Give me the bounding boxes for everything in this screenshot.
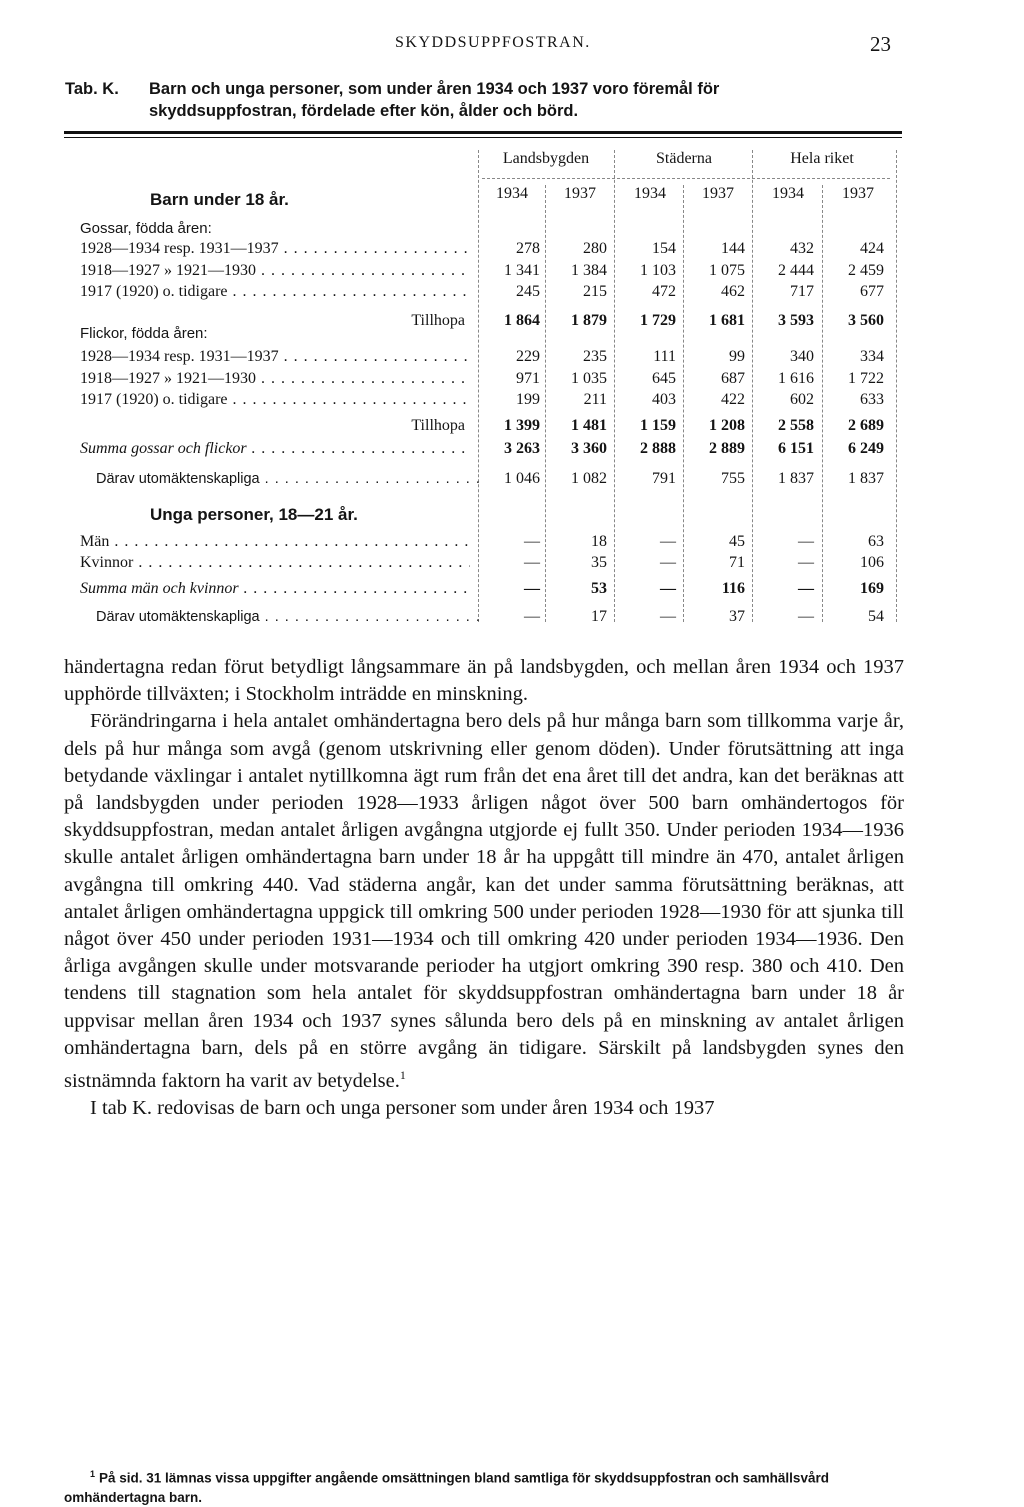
table-cell: 340 [790,348,814,365]
table-row [0,532,1024,554]
table-cell: — [660,554,676,571]
table-cell: 3 560 [848,312,884,329]
girls-group-label: Flickor, födda åren: [80,325,208,342]
table-cell: — [524,533,540,550]
table-cell: 755 [721,470,745,487]
footnote-ref: 1 [399,1068,406,1083]
table-cell: 1 208 [709,417,745,434]
year-header: 1937 [842,185,874,202]
table-top-rule-thin [64,137,902,138]
table-cell: 17 [591,608,607,625]
running-title: SKYDDSUPPFOSTRAN. [395,34,591,51]
table-title-line1: Barn och unga personer, som under åren 1934 och 1937 voro föremål för [149,80,720,98]
table-cell: 1 879 [571,312,607,329]
table-id: Tab. K. [65,80,119,98]
table-cell: 111 [653,348,676,365]
table-cell: 334 [860,348,884,365]
paragraph: I tab K. redovisas de barn och unga personer som under åren 1934 och 1937 [90,1097,715,1120]
table-cell: 1 837 [778,470,814,487]
table-cell: 1 481 [571,417,607,434]
table-cell: 245 [516,283,540,300]
table-cell: 602 [790,391,814,408]
table-cell: 1 341 [504,262,540,279]
section-youth-heading: Unga personer, 18—21 år. [150,505,358,524]
row-label: Kvinnor . . . [80,553,470,573]
table-cell: 54 [868,608,884,625]
section-children-heading: Barn under 18 år. [150,190,289,209]
col-group-landsbygden: Landsbygden [502,150,590,167]
table-cell: — [660,533,676,550]
table-cell: 71 [729,554,745,571]
table-cell: 3 263 [504,440,540,457]
table-cell: 791 [652,470,676,487]
table-cell: 99 [729,348,745,365]
table-row [0,579,1024,601]
table-cell: 1 864 [504,312,540,329]
table-row [0,282,1024,304]
row-label: 1918—1927 » 1921—1930 . . . [80,261,470,281]
table-cell: 215 [583,283,607,300]
table-cell: 2 459 [848,262,884,279]
table-row [0,390,1024,412]
row-label: Summa män och kvinnor . . . [80,579,470,599]
table-cell: 106 [860,554,884,571]
table-cell: 403 [652,391,676,408]
table-cell: 1 384 [571,262,607,279]
table-cell: 1 616 [778,370,814,387]
table-cell: 424 [860,240,884,257]
row-label: Män . . . [80,532,470,552]
paragraph-text: Förändringarna i hela antalet omhändertagna bero dels på hur många barn som tillkomma varje år, dels på hur många som avgå (genom utskrivning eller genom döden). Under förutsättning att inga betydande växlingar i antalet nytillkomna ägt rum från det ena året till det andra, kan det beräknas att på landsbygden under perioden 1928—1933 årligen något över 500 barn omhändertogos för skyddsuppfostran, medan antalet årligen avgångna utgjorde ej fullt 350. Under perioden 1934—1936 skulle antalet årligen omhändertagna barn under 18 år ha uppgått till mindre än 470, antalet årligen avgångna till omkring 440. Vad städerna angår, kan det under samma förutsättning beräknas, att antalet årligen omhändertagna uppgick till omkring 500 under perioden 1928—1930 för att sjunka till något över 450 under perioden 1931—1934 och till omkring 420 under perioden 1934—1936. Den årliga avgången skulle under motsvarande perioder ha utgjort omkring 390 resp. 380 och 410. Den tendens till stagnation som hela antalet för skyddsuppfostran omhändertagna barn under 18 år uppvisar mellan åren 1934 och 1937 synes sålunda bero dels på en minskning av antalet årligen omhändertagna barn, dels på en större avgång än tidigare. Särskilt på landsbygden synes den sistnämnda faktorn ha varit av betydelse. [64,710,904,1092]
table-cell: 169 [860,580,884,597]
year-header: 1934 [772,185,804,202]
year-header: 1934 [496,185,528,202]
table-cell: 278 [516,240,540,257]
table-cell: 1 159 [640,417,676,434]
year-header: 1937 [702,185,734,202]
table-cell: 229 [516,348,540,365]
row-label: 1918—1927 » 1921—1930 . . . [80,369,470,389]
table-top-rule [64,131,902,134]
table-cell: 971 [516,370,540,387]
row-label: Därav utomäktenskapliga . . . [96,607,486,627]
table-cell: 1 035 [571,370,607,387]
table-cell: 6 249 [848,440,884,457]
table-cell: 2 558 [778,417,814,434]
row-label: Därav utomäktenskapliga . . . [96,469,486,489]
footnote-text: På sid. 31 lämnas vissa uppgifter angående omsättningen bland samtliga för skyddsuppfostran och samhällsvård omhändertagna barn. [64,1470,829,1505]
year-header: 1937 [564,185,596,202]
boys-group-label: Gossar, födda åren: [80,220,212,237]
paragraph [64,708,904,1095]
row-label: 1917 (1920) o. tidigare . . . [80,390,470,410]
table-row [0,239,1024,261]
table-cell: 2 888 [640,440,676,457]
table-cell: 432 [790,240,814,257]
table-cell: 1 082 [571,470,607,487]
table-cell: 6 151 [778,440,814,457]
table-cell: 3 593 [778,312,814,329]
table-cell: — [798,554,814,571]
table-row [0,347,1024,369]
table-cell: 63 [868,533,884,550]
table-row [0,607,1024,629]
table-cell: 35 [591,554,607,571]
table-cell: — [798,580,814,597]
table-cell: — [660,608,676,625]
table-title-line2: skyddsuppfostran, fördelade efter kön, ålder och börd. [149,102,579,120]
table-cell: 116 [721,580,745,597]
table-cell: 45 [729,533,745,550]
footnote-marker: 1 [90,1469,96,1479]
table-cell: 3 360 [571,440,607,457]
table-cell: 462 [721,283,745,300]
table-cell: 717 [790,283,814,300]
year-header: 1934 [634,185,666,202]
col-group-staderna: Städerna [656,150,712,167]
table-cell: — [524,580,540,597]
row-label: Summa gossar och flickor . . . [80,439,470,459]
table-cell: 2 889 [709,440,745,457]
paragraph: händertagna redan förut betydligt långsammare än på landsbygden, och mellan åren 1934 och 1937 upphörde tillväxten; i Stockholm inträdde en minskning. [64,656,904,706]
table-cell: 1 729 [640,312,676,329]
table-cell: 422 [721,391,745,408]
table-cell: 37 [729,608,745,625]
table-cell: 2 444 [778,262,814,279]
table-cell: 633 [860,391,884,408]
table-row [0,553,1024,575]
table-cell: — [798,608,814,625]
table-cell: — [524,608,540,625]
table-cell: 199 [516,391,540,408]
table-cell: 1 075 [709,262,745,279]
table-cell: 53 [591,580,607,597]
table-cell: 1 722 [848,370,884,387]
col-group-hela-riket: Hela riket [790,150,854,167]
header-divider [482,178,890,179]
table-cell: 677 [860,283,884,300]
footnote [64,1465,908,1507]
table-cell: 472 [652,283,676,300]
row-label: Tillhopa [411,417,465,434]
row-label: Tillhopa [411,312,465,329]
table-cell: 18 [591,533,607,550]
table-cell: 235 [583,348,607,365]
table-cell: 280 [583,240,607,257]
table-cell: 144 [721,240,745,257]
table-row [0,439,1024,461]
table-cell: 1 046 [504,470,540,487]
table-cell: 687 [721,370,745,387]
row-label: 1928—1934 resp. 1931—1937 . . . [80,239,470,259]
table-cell: — [798,533,814,550]
table-cell: 645 [652,370,676,387]
page-number: 23 [870,32,891,56]
body-text [64,654,904,1122]
table-row [0,416,1024,438]
table-cell: 1 837 [848,470,884,487]
table-cell: 1 103 [640,262,676,279]
table-cell: 154 [652,240,676,257]
table-cell: — [524,554,540,571]
row-label: 1917 (1920) o. tidigare . . . [80,282,470,302]
table-title [65,78,915,122]
row-label: 1928—1934 resp. 1931—1937 . . . [80,347,470,367]
table-row [0,469,1024,491]
table-cell: 2 689 [848,417,884,434]
table-cell: 1 399 [504,417,540,434]
table-cell: — [660,580,676,597]
table-row [0,311,1024,333]
table-cell: 211 [583,391,607,408]
table-row [0,261,1024,283]
table-cell: 1 681 [709,312,745,329]
table-row [0,369,1024,391]
